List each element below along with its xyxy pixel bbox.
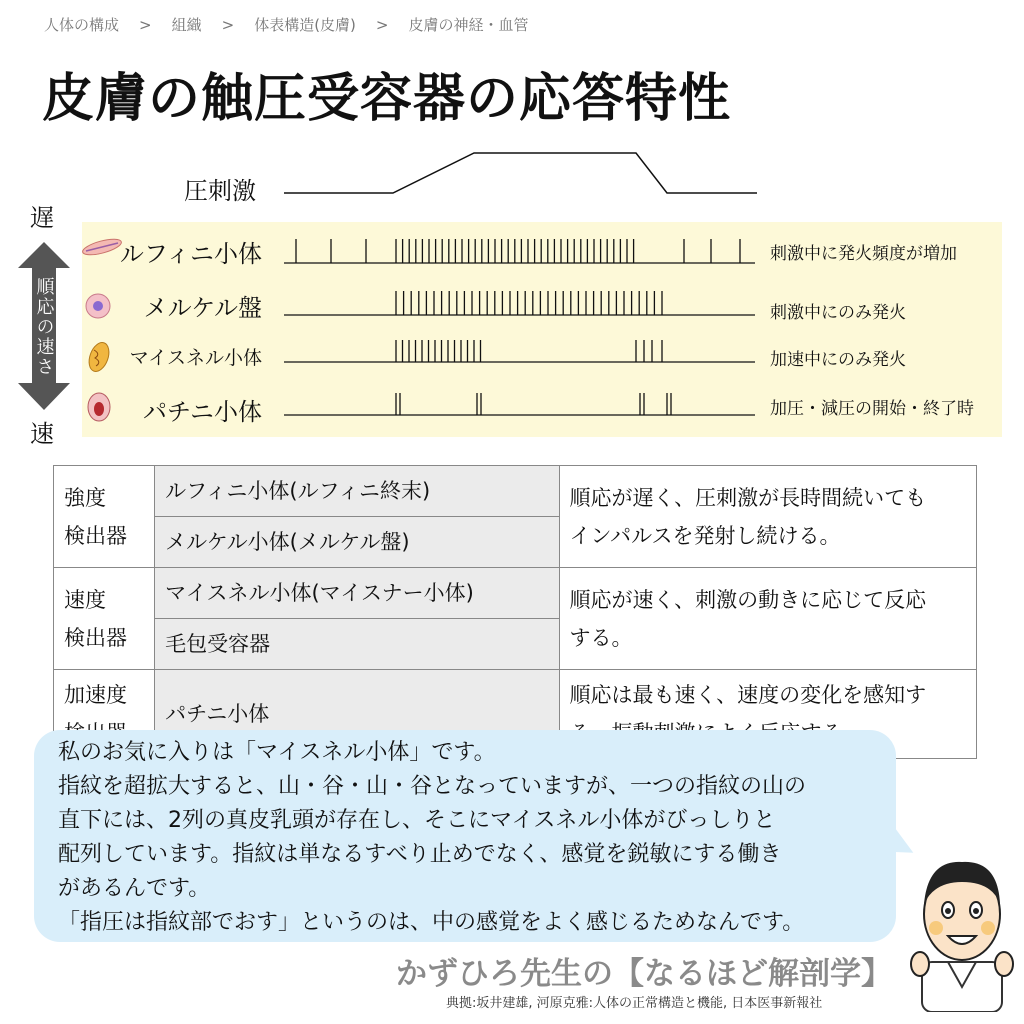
breadcrumb-separator: > (139, 16, 152, 34)
receptor-note: 加速中にのみ発火 (770, 350, 906, 370)
breadcrumb-item[interactable]: 人体の構成 (44, 16, 120, 34)
description-text: 順応が速く、刺激の動きに応じて反応 する。 (569, 587, 927, 650)
receptor-name: ルフィニ小体 (119, 240, 262, 268)
receptor-note: 加圧・減圧の開始・終了時 (770, 399, 974, 419)
breadcrumb-item[interactable]: 体表構造(皮膚) (254, 16, 356, 34)
description-text: 順応が遅く、圧刺激が長時間続いても インパルスを発射し続ける。 (569, 485, 927, 548)
page-title: 皮膚の触圧受容器の応答特性 (42, 69, 732, 129)
speech-line: 私のお気に入りは「マイスネル小体」です。 (58, 740, 496, 765)
category-label: 加速度 (64, 683, 127, 707)
table-row (54, 466, 977, 517)
stimulus-trace (284, 153, 757, 193)
receptor-cell: ルフィニ小体(ルフィニ終末) (155, 466, 559, 517)
receptor-cell: メルケル小体(メルケル盤) (155, 517, 559, 568)
speech-line: があるんです。 (58, 876, 211, 901)
description-cell (559, 466, 976, 568)
merkel-icon (86, 294, 110, 318)
receptor-note: 刺激中に発火頻度が増加 (770, 244, 957, 264)
category-label: 速度 検出器 (64, 587, 127, 650)
slow-label: 遅 (30, 204, 54, 232)
adaptation-axis-label: 順応の速さ (33, 277, 55, 377)
fast-label: 速 (30, 420, 54, 448)
breadcrumb-item[interactable]: 皮膚の神経・血管 (408, 16, 529, 34)
response-diagram (0, 140, 1024, 450)
receptor-cell: パチニ小体 (155, 670, 559, 759)
receptor-name: パチニ小体 (142, 398, 262, 426)
description-cell (559, 568, 976, 670)
description-text: 順応は最も速く、速度の変化を感知す (569, 683, 927, 707)
speech-text (58, 736, 898, 940)
receptor-name: メルケル盤 (143, 294, 262, 322)
table-row (54, 568, 977, 619)
source-citation: 典拠:坂井建雄, 河原克雅:人体の正常構造と機能, 日本医事新報社 (446, 996, 823, 1011)
author-credit: かずひろ先生の【なるほど解剖学】 (396, 956, 892, 992)
speech-line: 指紋を超拡大すると、山・谷・山・谷となっていますが、一つの指紋の山の (58, 774, 807, 799)
speech-line: 配列しています。指紋は単なるすべり止めでなく、感覚を鋭敏にする働き (58, 842, 782, 867)
category-cell (54, 466, 155, 568)
breadcrumb (44, 14, 529, 35)
speech-line: 直下には、2列の真皮乳頭が存在し、そこにマイスネル小体がびっしりと (58, 808, 776, 833)
category-label: 強度 検出器 (64, 485, 127, 548)
speech-line: 「指圧は指紋部でおす」というのは、中の感覚をよく感じるためなんです。 (58, 910, 805, 935)
breadcrumb-item[interactable]: 組織 (171, 16, 202, 34)
breadcrumb-separator: > (221, 16, 235, 34)
receptor-table (53, 465, 977, 759)
pacini-icon (88, 393, 110, 421)
receptor-note: 刺激中にのみ発火 (770, 303, 906, 323)
doctor-mascot (908, 852, 1016, 1012)
receptor-cell: マイスネル小体(マイスナー小体) (155, 568, 559, 619)
stimulus-label: 圧刺激 (184, 177, 256, 205)
breadcrumb-separator: > (375, 16, 389, 34)
receptor-name: マイスネル小体 (129, 347, 262, 369)
category-cell (54, 568, 155, 670)
receptor-cell: 毛包受容器 (155, 619, 559, 670)
